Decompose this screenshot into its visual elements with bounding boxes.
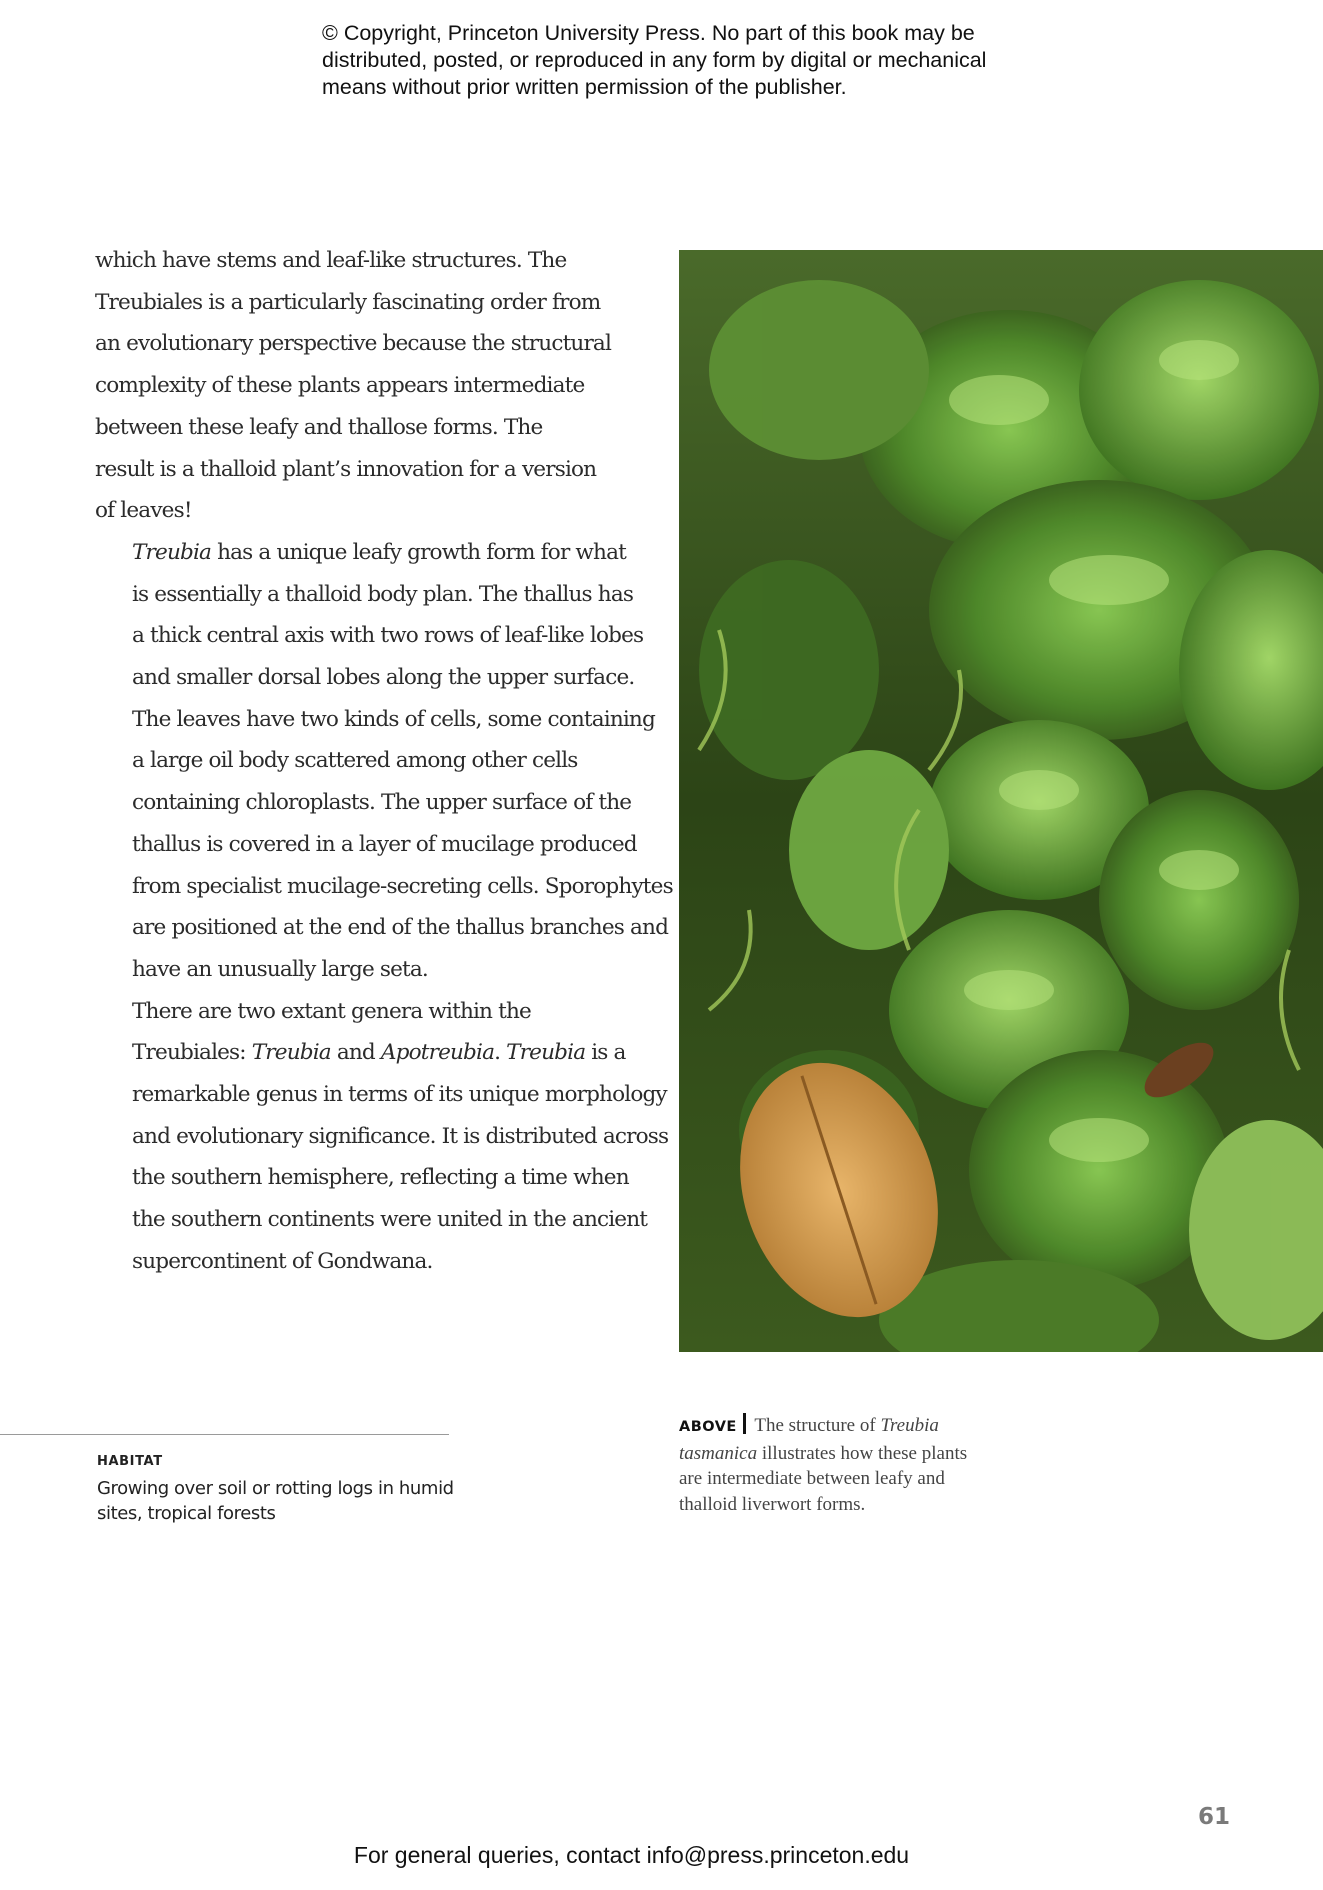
text-line: an evolutionary perspective because the structural	[95, 331, 612, 357]
genus-name: Treubia	[132, 539, 212, 565]
body-text	[95, 240, 673, 1283]
genus-name: Treubia	[251, 1040, 331, 1066]
paragraph-1	[95, 240, 655, 532]
text-line: complexity of these plants appears intermediate	[95, 373, 585, 399]
copyright-line: distributed, posted, or reproduced in any form by digital or mechanical	[322, 48, 987, 72]
paragraph-3	[95, 991, 669, 1283]
text-line: containing chloroplasts. The upper surface of the	[132, 790, 632, 816]
text-line: supercontinent of Gondwana.	[132, 1248, 433, 1274]
text-run: Treubiales:	[132, 1040, 252, 1066]
text-line: remarkable genus in terms of its unique morphology	[132, 1082, 667, 1108]
text-run: and	[330, 1040, 381, 1066]
copyright-line: means without prior written permission of the publisher.	[322, 75, 847, 99]
text-line: The leaves have two kinds of cells, some containing	[132, 706, 655, 732]
text-line: of leaves!	[95, 498, 192, 524]
text-line: There are two extant genera within the	[132, 998, 531, 1024]
footer-contact: For general queries, contact info@press.princeton.edu	[353, 1842, 910, 1868]
caption-line: are intermediate between leafy and	[679, 1468, 945, 1489]
genus-name: Apotreubia	[380, 1040, 495, 1066]
text-line: Treubiales is a particularly fascinating order from	[95, 289, 601, 315]
text-line: the southern hemisphere, reflecting a time when	[132, 1165, 629, 1191]
text-line: thallus is covered in a layer of mucilage produced	[132, 831, 637, 857]
text-line: and evolutionary significance. It is distributed across	[132, 1123, 669, 1149]
text-line: a large oil body scattered among other cells	[132, 748, 578, 774]
habitat-heading: HABITAT	[97, 1454, 163, 1469]
genus-name: Treubia	[506, 1040, 586, 1066]
text-run: illustrates how these plants	[757, 1442, 968, 1464]
page-number: 61	[1197, 1804, 1230, 1830]
caption-line: thalloid liverwort forms.	[679, 1493, 866, 1515]
text-line: have an unusually large seta.	[132, 956, 428, 982]
paragraph-2	[95, 532, 673, 991]
caption-line	[679, 1413, 1009, 1441]
text-line: result is a thalloid plant’s innovation for a version	[95, 456, 597, 482]
species-name: tasmanica	[679, 1442, 758, 1464]
caption-divider	[743, 1413, 747, 1434]
text-line: and smaller dorsal lobes along the upper surface.	[132, 665, 635, 691]
copyright-notice	[322, 20, 1042, 101]
text-run: is a	[585, 1040, 626, 1066]
genus-name: Treubia	[880, 1415, 939, 1436]
text-line: sites, tropical forests	[97, 1503, 276, 1524]
liverwort-photo	[679, 250, 1323, 1352]
text-line: the southern continents were united in the ancient	[132, 1207, 648, 1233]
caption-line	[679, 1441, 1009, 1467]
text-run: has a unique leafy growth form for what	[211, 539, 626, 565]
text-line	[95, 1032, 655, 1074]
habitat-box	[97, 1452, 457, 1526]
habitat-divider	[0, 1434, 449, 1435]
text-line: are positioned at the end of the thallus branches and	[132, 915, 669, 941]
text-line	[95, 532, 655, 574]
text-line: from specialist mucilage-secreting cells. Sporophytes	[132, 873, 673, 899]
text-line: is essentially a thalloid body plan. The thallus has	[132, 581, 634, 607]
text-line: between these leafy and thallose forms. The	[95, 414, 543, 440]
habitat-description	[97, 1476, 457, 1526]
text-run: The structure of	[754, 1415, 881, 1436]
text-line: Growing over soil or rotting logs in humid	[97, 1478, 454, 1499]
copyright-line: © Copyright, Princeton University Press. No part of this book may be	[322, 21, 975, 45]
photo-caption	[679, 1413, 1009, 1517]
caption-label: ABOVE	[679, 1419, 737, 1435]
text-line: a thick central axis with two rows of leaf-like lobes	[132, 623, 644, 649]
text-line: which have stems and leaf-like structures. The	[95, 248, 567, 273]
text-run: .	[494, 1040, 507, 1066]
